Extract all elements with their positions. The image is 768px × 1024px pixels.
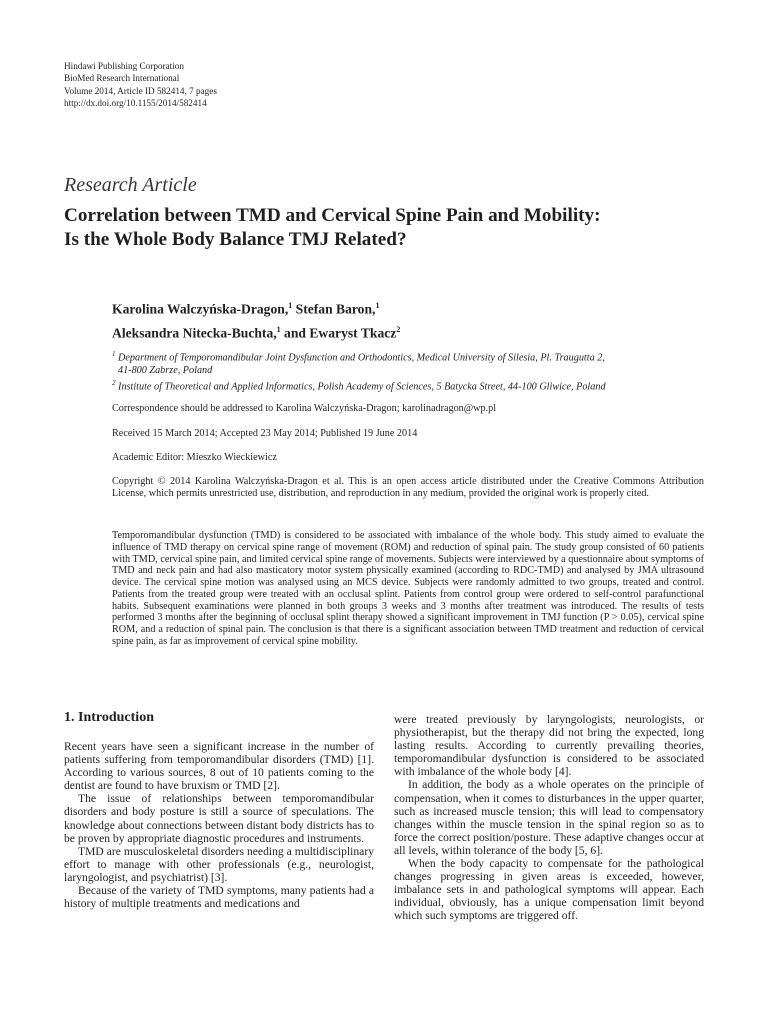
affiliation-1: [112, 348, 672, 365]
body-column-right: [394, 713, 704, 923]
affiliations: [112, 348, 672, 394]
academic-editor: Academic Editor: Mieszko Wieckiewicz: [112, 452, 277, 463]
author-line-1: [112, 296, 712, 320]
author-line-2: [112, 320, 712, 344]
paragraph: When the body capacity to compensate for the pathological changes progressing in given areas is exceeded, however, imbalance sets in and pathological symptoms will appear. Each individual, obviously, has a unique compensation limit beyond which such symptoms are triggered off.: [394, 857, 704, 923]
abstract: Temporomandibular dysfunction (TMD) is considered to be associated with imbalance of the whole body. This study aimed to evaluate the influence of TMD therapy on cervical spine range of movement (ROM) and reduction of spinal pain. The study group consisted of 60 patients with TMD, cervical spine pain, and limited cervical spine range of movements. Subjects were interviewed by a questionnaire about symptoms of TMD and neck pain and had also masticatory motor system physically examined (according to RDC-TMD) and analysed by JMA ultrasound device. The cervical spine motion was analysed using an MCS device. Subjects were randomly admitted to two groups, treated and control. Patients from the treated group were treated with an occlusal splint. Patients from control group were ordered to self-control parafunctional habits. Subsequent examinations were planned in both groups 3 weeks and 3 months after treatment was introduced. The results of tests performed 3 months after the beginning of occlusal splint therapy showed a significant improvement in TMJ function (P > 0.05), cervical spine ROM, and a reduction of spinal pain. The conclusion is that there is a significant association between TMD treatment and reduction of cervical spine pain, as far as improvement of cervical spine mobility.: [112, 530, 704, 647]
paragraph: TMD are musculoskeletal disorders needing a multidisciplinary effort to manage with other professionals (e.g., neurologist, laryngologist, and psychiatrist) [3].: [64, 844, 374, 884]
paragraph: The issue of relationships between temporomandibular disorders and body posture is still a source of speculations. The knowledge about connections between distant body districts has to be proven by appropriate diagnostic procedures and instruments.: [64, 792, 374, 845]
title-line-2: Is the Whole Body Balance TMJ Related?: [64, 229, 407, 250]
author-name: and Ewaryst Tkacz: [280, 325, 397, 341]
affiliation-1-cont: 41-800 Zabrze, Poland: [118, 364, 213, 376]
doi-link[interactable]: http://dx.doi.org/10.1155/2014/582414: [64, 97, 207, 108]
body-column-left: [64, 740, 374, 910]
volume-line: Volume 2014, Article ID 582414, 7 pages: [64, 85, 217, 96]
copyright-notice: Copyright © 2014 Karolina Walczyńska-Dragon et al. This is an open access article distributed under the Creative Commons Attribution License, which permits unrestricted use, distribution, and reproduction in any medium, provided the original work is properly cited.: [112, 476, 704, 500]
author-affil-mark: 1: [375, 301, 380, 310]
author-affil-mark: 2: [396, 324, 401, 334]
publication-dates: Received 15 March 2014; Accepted 23 May 2014; Published 19 June 2014: [112, 428, 418, 439]
journal-line: BioMed Research International: [64, 73, 180, 84]
article-type: Research Article: [64, 174, 197, 196]
author-name: Aleksandra Nitecka-Buchta,: [112, 325, 277, 341]
author-affil-mark: 1: [288, 301, 293, 310]
paragraph: were treated previously by laryngologists, neurologists, or physiotherapist, but the therapy did not bring the expected, long lasting results. According to currently prevailing theories, temporomandibular dysfunction is considered to be associated with imbalance of the whole body [4].: [394, 713, 704, 779]
affiliation-2: [112, 377, 672, 394]
author-name: Stefan Baron,: [292, 301, 376, 317]
correspondence: Correspondence should be addressed to Karolina Walczyńska-Dragon; karolinadragon@wp.pl: [112, 403, 497, 414]
title-line-1: Correlation between TMD and Cervical Spine Pain and Mobility:: [64, 205, 601, 226]
paragraph: In addition, the body as a whole operates on the principle of compensation, when it comes to disturbances in the upper quarter, such as increased muscle tension; this will lead to compensatory changes within the muscle tension in the spinal region so as to force the correct position/posture. These adaptive changes occur at all levels, within tolerance of the body [5, 6].: [394, 778, 704, 857]
affil-mark: 1: [112, 350, 116, 358]
journal-header: [64, 60, 217, 109]
article-title: [64, 204, 724, 252]
affil-text: Department of Temporomandibular Joint Dysfunction and Orthodontics, Medical University of Silesia, Pl. Traugutta 2,: [115, 352, 605, 364]
affil-text: Institute of Theoretical and Applied Informatics, Polish Academy of Sciences, 5 Batycka Street, 44-100 Gliwice, Poland: [115, 381, 606, 393]
author-name: Karolina Walczyńska-Dragon,: [112, 301, 289, 317]
author-list: [112, 296, 712, 343]
paragraph: Because of the variety of TMD symptoms, many patients had a history of multiple treatments and medications and: [64, 884, 374, 911]
section-heading: 1. Introduction: [64, 710, 154, 725]
publisher-line: Hindawi Publishing Corporation: [64, 61, 184, 71]
paragraph: Recent years have seen a significant increase in the number of patients suffering from temporomandibular disorders (TMD) [1]. According to various sources, 8 out of 10 patients coming to the dentist are found to have bruxism or TMD [2].: [64, 740, 374, 793]
affil-mark: 2: [112, 379, 116, 388]
author-affil-mark: 1: [276, 324, 281, 334]
